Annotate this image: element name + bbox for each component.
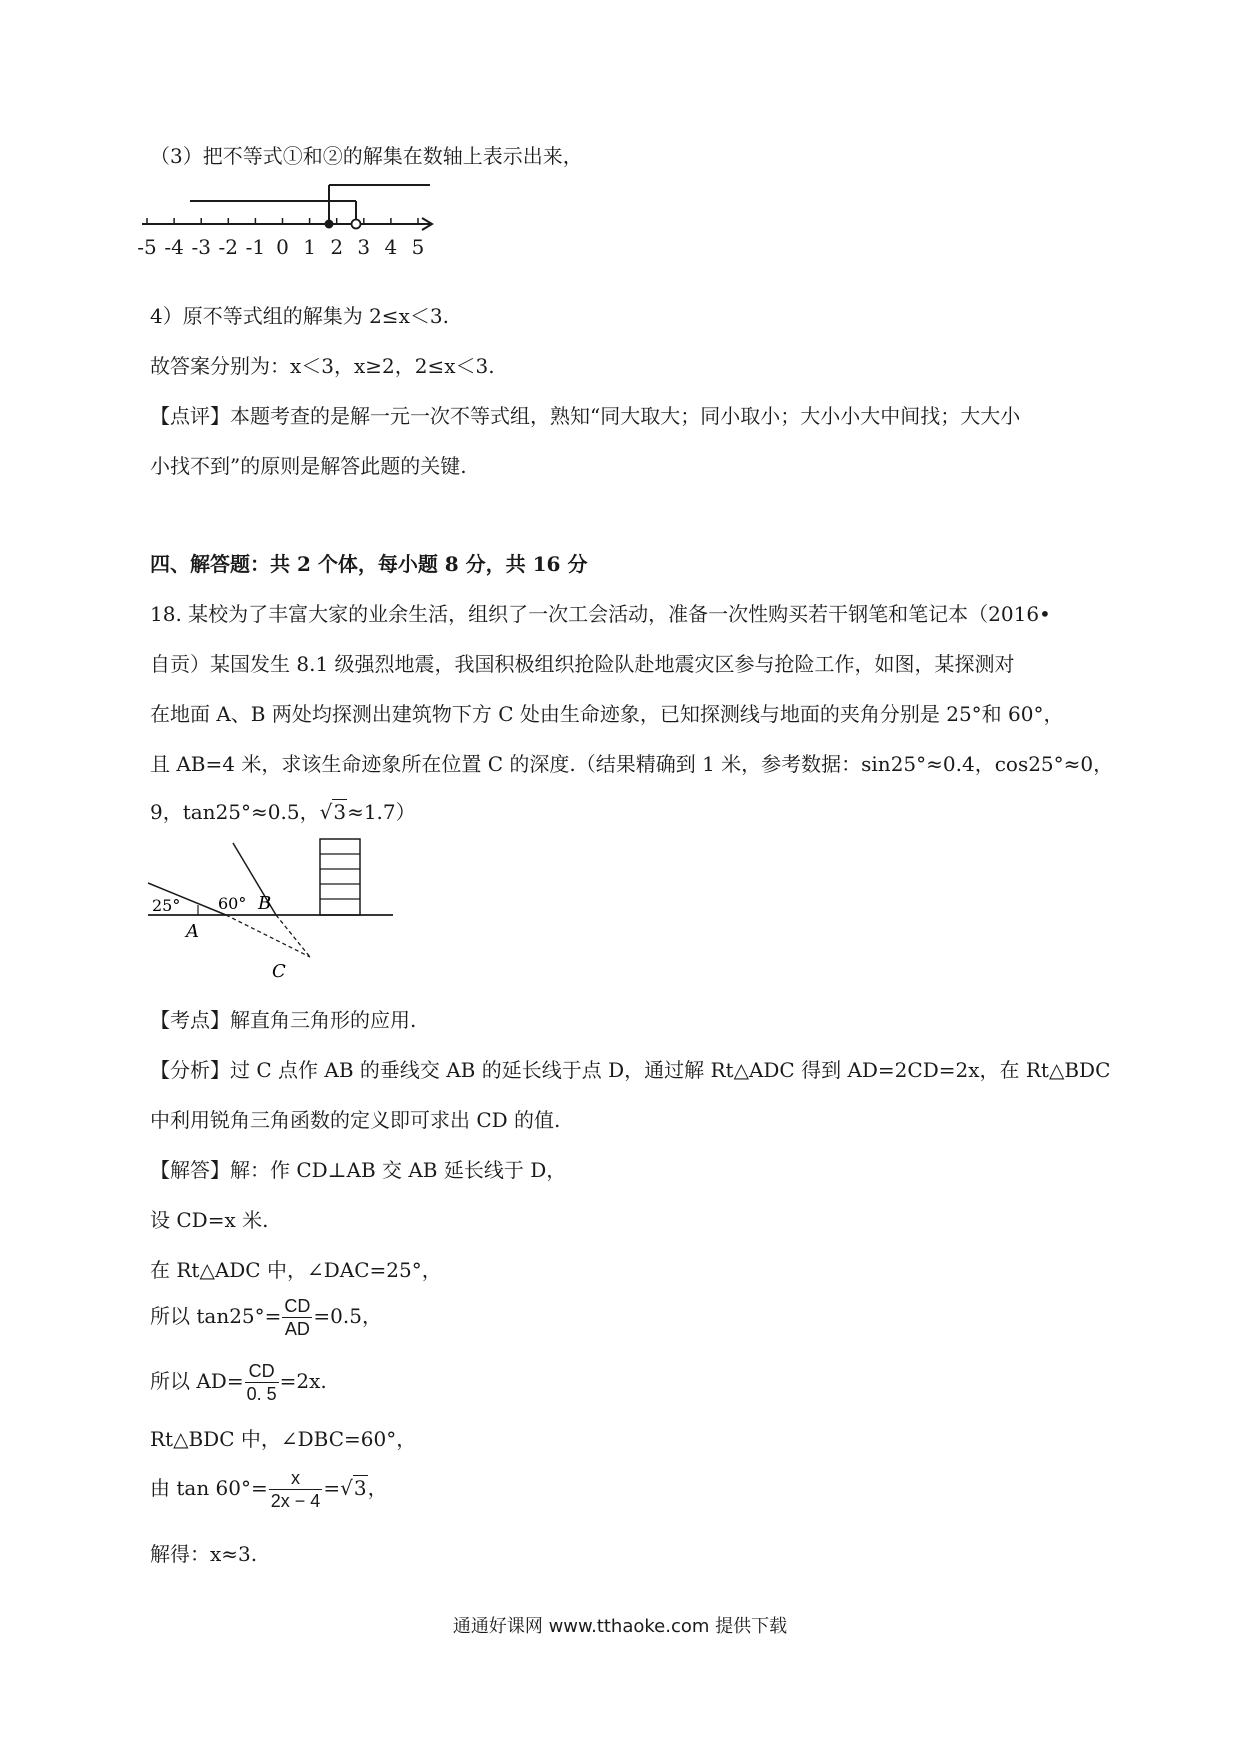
numberline-tick-label: -5 xyxy=(137,235,157,259)
step-4: 所以 AD= $\frac{CD}{0. 5}$ =2x. xyxy=(150,1361,327,1404)
jieda-text: 【解答】解：作 CD⊥AB 交 AB 延长线于 D， xyxy=(150,1158,567,1182)
fenxi-line-2: 中利用锐角三角函数的定义即可求出 CD 的值. xyxy=(150,1108,561,1132)
step-2: 在 Rt△ADC 中，∠DAC=25°， xyxy=(150,1258,442,1282)
q18-line-1: 18. 某校为了丰富大家的业余生活，组织了一次工会活动，准备一次性购买若干钢笔和笔记本（2016• xyxy=(150,602,1051,626)
step-3: 所以 tan25°= $\frac{CD}{AD}$ =0.5， xyxy=(150,1296,382,1339)
step-7: 解得：x≈3. xyxy=(150,1542,258,1566)
numberline-tick-label: 2 xyxy=(330,235,344,259)
q4-text: 4）原不等式组的解集为 2≤x＜3. xyxy=(150,304,449,328)
numberline-tick-label: -3 xyxy=(191,235,211,259)
answers-text: 故答案分别为：x＜3，x≥2，2≤x＜3. xyxy=(150,354,495,378)
numberline-tick-label: 4 xyxy=(384,235,398,259)
footer-text: 通通好课网 www.tthaoke.com 提供下载 xyxy=(452,1616,788,1637)
q18-line-3: 在地面 A、B 两处均探测出建筑物下方 C 处由生命迹象，已知探测线与地面的夹角分别是 25°和 60°， xyxy=(150,702,1064,726)
fraction-x-2x4: $\frac{x}{2x - 4}$ xyxy=(270,1468,321,1511)
number-line-figure xyxy=(137,180,480,280)
step-1: 设 CD=x 米. xyxy=(150,1208,269,1232)
point-a-label: A xyxy=(186,921,199,942)
angle-25-label: 25° xyxy=(152,896,181,915)
fraction-cd-ad: $\frac{CD}{AD}$ xyxy=(284,1296,311,1339)
q18-line-5: 9，tan25°≈0.5，√3≈1.7） xyxy=(150,800,416,824)
q18-line-5-text: 9，tan25°≈0.5， xyxy=(150,800,320,824)
q18-line-4: 且 AB=4 米，求该生命迹象所在位置 C 的深度.（结果精确到 1 米，参考数据：sin25°≈0.4，cos25°≈0， xyxy=(150,752,1114,776)
comment-line-1: 【点评】本题考查的是解一元一次不等式组，熟知“同大取大；同小取小；大小小大中间找；大大小 xyxy=(150,404,1021,428)
step-5: Rt△BDC 中，∠DBC=60°， xyxy=(150,1427,417,1451)
angle-60-label: 60° xyxy=(218,894,247,913)
kaodian-text: 【考点】解直角三角形的应用. xyxy=(150,1008,417,1032)
step-6: 由 tan 60°= $\frac{x}{2x - 4}$ =√3， xyxy=(150,1468,388,1511)
numberline-tick-label: 3 xyxy=(357,235,371,259)
comment-line-2: 小找不到”的原则是解答此题的关键. xyxy=(150,454,467,478)
q3-text: （3）把不等式①和②的解集在数轴上表示出来， xyxy=(150,144,583,168)
point-c-label: C xyxy=(272,961,286,982)
earthquake-figure xyxy=(148,833,408,983)
numberline-tick-label: -2 xyxy=(218,235,239,259)
numberline-tick-label: 1 xyxy=(303,235,316,259)
numberline-tick-label: -1 xyxy=(245,235,266,259)
numberline-tick-label: -4 xyxy=(164,235,184,259)
point-b-label: B xyxy=(258,893,272,914)
numberline-tick-label: 0 xyxy=(276,235,289,259)
section-heading: 四、解答题：共 2 个体，每小题 8 分，共 16 分 xyxy=(150,552,588,576)
sqrt-3: √3 xyxy=(319,800,347,824)
q18-line-2: 自贡）某国发生 8.1 级强烈地震，我国积极组织抢险队赴地震灾区参与抢险工作，如图，某探测对 xyxy=(150,652,1015,676)
fraction-cd-05: $\frac{CD}{0. 5}$ xyxy=(246,1361,277,1404)
sqrt-3-result: √3 xyxy=(340,1476,367,1500)
numberline-tick-label: 5 xyxy=(411,235,425,259)
fenxi-line-1: 【分析】过 C 点作 AB 的垂线交 AB 的延长线于点 D，通过解 Rt△ADC 得到 AD=2CD=2x，在 Rt△BDC xyxy=(150,1058,1111,1082)
